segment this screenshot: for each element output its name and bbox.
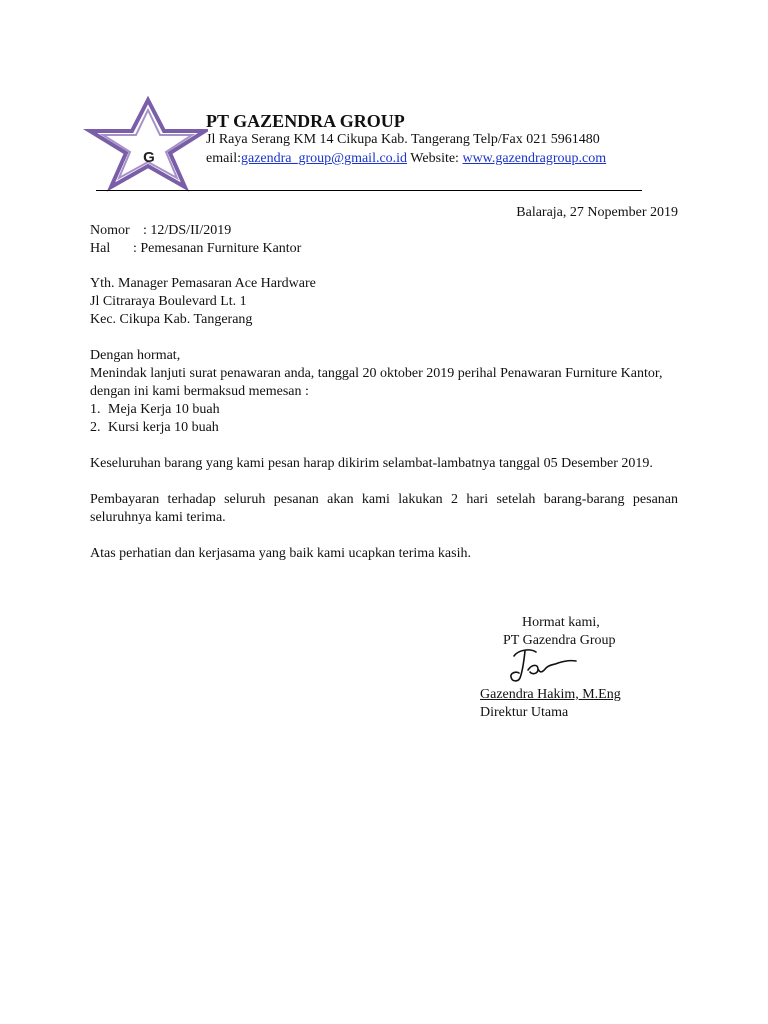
order-list — [90, 401, 678, 437]
closing-company: PT Gazendra Group — [503, 633, 616, 648]
delivery-paragraph: Keseluruhan barang yang kami pesan harap dikirim selambat-lambatnya tanggal 05 Desember 2019. — [90, 456, 653, 471]
payment-paragraph: Pembayaran terhadap seluruh pesanan akan kami lakukan 2 hari setelah barang-barang pesanan seluruhnya kami terima. — [90, 492, 678, 525]
greeting: Dengan hormat, — [90, 348, 181, 363]
list-item — [90, 401, 678, 419]
star-logo-icon — [82, 96, 208, 192]
closing-salutation: Hormat kami, — [522, 615, 600, 630]
signer-name: Gazendra Hakim, M.Eng — [480, 687, 621, 702]
website-prefix: Website: — [407, 151, 463, 166]
nomor-value: : 12/DS/II/2019 — [143, 223, 232, 238]
company-address: Jl Raya Serang KM 14 Cikupa Kab. Tangerang Telp/Fax 021 5961480 — [206, 132, 600, 147]
place-date: Balaraja, 27 Nopember 2019 — [516, 205, 678, 220]
recipient-block — [90, 275, 316, 329]
list-item — [90, 419, 678, 437]
company-contact — [206, 150, 606, 168]
signer-title: Direktur Utama — [480, 705, 569, 720]
company-name: PT GAZENDRA GROUP — [206, 111, 405, 131]
list-text: Kursi kerja 10 buah — [108, 420, 219, 435]
email-prefix: email: — [206, 151, 241, 166]
list-number: 1. — [90, 402, 101, 417]
letter-body — [90, 347, 678, 563]
thanks-paragraph: Atas perhatian dan kerjasama yang baik kami ucapkan terima kasih. — [90, 546, 471, 561]
list-number: 2. — [90, 420, 101, 435]
nomor-label: Nomor — [90, 223, 130, 238]
website-link[interactable]: www.gazendragroup.com — [462, 151, 607, 166]
signer-block — [480, 686, 621, 722]
letter-subject — [90, 240, 301, 258]
hal-value: : Pemesanan Furniture Kantor — [133, 241, 302, 256]
handwritten-signature-icon — [508, 646, 580, 686]
recipient-line: Jl Citraraya Boulevard Lt. 1 — [90, 294, 247, 309]
recipient-line: Kec. Cikupa Kab. Tangerang — [90, 312, 253, 327]
intro-paragraph: Menindak lanjuti surat penawaran anda, tanggal 20 oktober 2019 perihal Penawaran Furniture Kantor, dengan ini kami bermaksud memesan : — [90, 366, 663, 399]
email-link[interactable]: gazendra_group@gmail.co.id — [241, 151, 408, 166]
list-text: Meja Kerja 10 buah — [108, 402, 220, 417]
recipient-line: Yth. Manager Pemasaran Ace Hardware — [90, 276, 316, 291]
letter-number — [90, 222, 231, 240]
closing-block — [480, 614, 616, 650]
logo-letter: G — [143, 149, 155, 166]
letterhead-divider — [96, 190, 642, 191]
hal-label: Hal — [90, 241, 111, 256]
